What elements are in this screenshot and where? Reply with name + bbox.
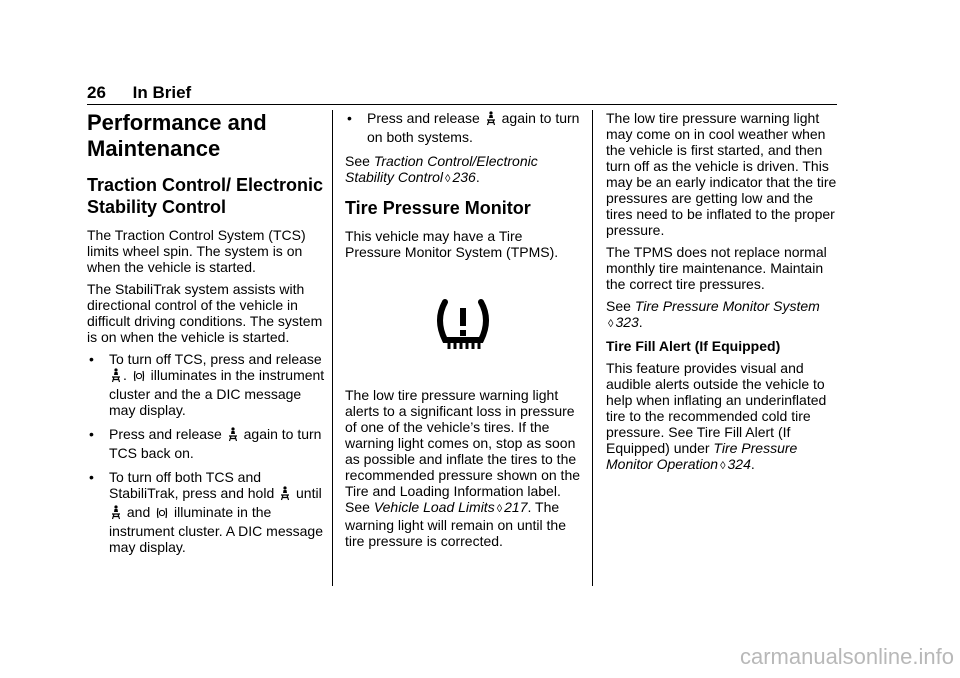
page-ref[interactable]: 323 <box>615 314 639 330</box>
header-rule <box>87 104 837 105</box>
page-number: 26 <box>87 83 106 102</box>
page-title: Performance and Maintenance <box>87 110 267 161</box>
cross-reference-link[interactable]: Tire Pressure Monitor Operation <box>606 440 798 472</box>
list-item: • Press and release again to turn TCS back on. <box>89 426 322 461</box>
tcs-off-icon <box>280 486 290 504</box>
tcs-off-icon <box>111 368 121 386</box>
list-item: • To turn off both TCS and StabiliTrak, press and hold until and illuminate in the instrument cluster. A DIC message may display. <box>89 469 323 555</box>
bullet: • <box>89 426 94 442</box>
section-title: In Brief <box>132 83 192 102</box>
cross-reference-link[interactable]: Vehicle Load Limits <box>373 499 495 515</box>
page-ref[interactable]: 236 <box>452 169 476 185</box>
cross-reference-link[interactable]: Tire Pressure Monitor System <box>634 298 820 314</box>
page-ref-icon: ◊ <box>496 503 503 515</box>
tpms-intro: This vehicle may have a Tire Pressure Monitor System (TPMS). <box>345 228 559 260</box>
bullet: • <box>89 351 94 367</box>
section-heading-tpms: Tire Pressure Monitor <box>345 198 531 218</box>
cross-reference-link[interactable]: Traction Control/Electronic Stability Control <box>345 153 538 185</box>
tcs-paragraph: The Traction Control System (TCS) limits wheel spin. The system is on when the vehicle is started. <box>87 227 306 275</box>
tcs-off-icon <box>486 111 496 129</box>
column-left <box>87 110 327 563</box>
tcs-off-icon <box>111 505 121 523</box>
bullet: • <box>347 110 352 126</box>
traction-indicator-icon <box>133 369 145 386</box>
tpms-warning-paragraph: The low tire pressure warning light alerts to a significant loss in pressure of one of the vehicle’s tires. If the warning light comes on, stop as soon as possible and inflate the tires to the recommended pressure shown on the Tire and Loading Information label. See Vehicle Load Limits ◊ 217. The warning light will remain on until the tire pressure is corrected. <box>345 387 581 549</box>
column-middle <box>345 110 581 555</box>
page-header <box>87 83 191 103</box>
tpms-figure <box>345 296 581 359</box>
list-item: • To turn off TCS, press and release . illuminates in the instrument cluster and the a DIC message may display. <box>89 351 325 418</box>
tire-fill-paragraph: This feature provides visual and audible alerts outside the vehicle to help when inflating an underinflated tire to the recommended cold tire pressure. See Tire Fill Alert (If Equipped) under Tire Pressure Monitor Operation ◊ 324. <box>606 360 827 472</box>
page-ref[interactable]: 217 <box>504 499 528 515</box>
column-divider <box>332 110 333 586</box>
stabilitrak-paragraph: The StabiliTrak system assists with directional control of the vehicle in difficult driving conditions. The system is on when the vehicle is started. <box>87 281 323 345</box>
bullet: • <box>89 469 94 485</box>
maintenance-paragraph: The TPMS does not replace normal monthly tire maintenance. Maintain the correct tire pressures. <box>606 244 827 292</box>
see-reference: See Tire Pressure Monitor System ◊ 323. <box>606 298 820 330</box>
column-divider <box>592 110 593 586</box>
column-right <box>606 110 840 480</box>
see-reference: See Traction Control/Electronic Stability Control ◊ 236. <box>345 153 538 185</box>
page-ref[interactable]: 324 <box>727 456 751 472</box>
page-ref-icon: ◊ <box>720 460 726 472</box>
traction-indicator-icon <box>156 506 168 523</box>
watermark: carmanualsonline.info <box>739 644 954 669</box>
list-item: • Press and release again to turn on both systems. <box>347 110 580 145</box>
section-heading-traction: Traction Control/ Electronic Stability Control <box>87 175 324 217</box>
subheading-tire-fill-alert: Tire Fill Alert (If Equipped) <box>606 338 781 354</box>
cool-weather-paragraph: The low tire pressure warning light may come on in cool weather when the vehicle is first started, and then turn off as the vehicle is driven. This may be an early indicator that the tire pressures are getting low and the tires need to be inflated to the proper pressure. <box>606 110 837 238</box>
page-ref-icon: ◊ <box>445 173 451 185</box>
tpms-warning-icon <box>431 296 495 356</box>
tcs-off-icon <box>228 427 238 445</box>
page-ref-icon: ◊ <box>608 318 614 330</box>
